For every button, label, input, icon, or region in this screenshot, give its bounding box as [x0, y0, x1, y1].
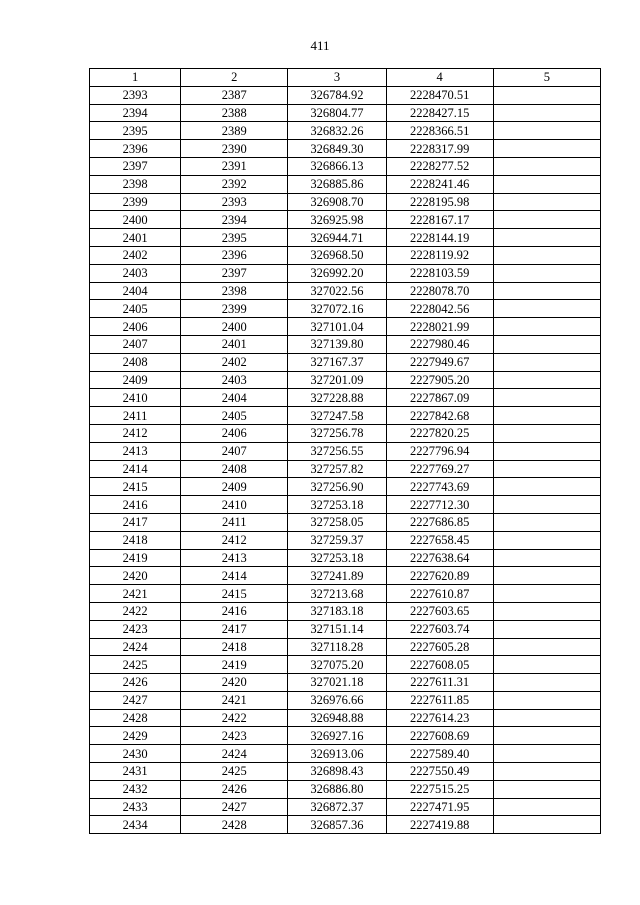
table-cell: 2426: [181, 780, 288, 798]
table-cell: [493, 531, 600, 549]
table-cell: 2227769.27: [386, 460, 493, 478]
table-cell: 327213.68: [288, 585, 386, 603]
table-cell: [493, 229, 600, 247]
table-cell: [493, 246, 600, 264]
table-cell: 2428: [90, 709, 181, 727]
table-cell: 326948.88: [288, 709, 386, 727]
table-cell: 327253.18: [288, 549, 386, 567]
table-cell: 2398: [181, 282, 288, 300]
table-row: [90, 335, 601, 353]
table-cell: 2418: [181, 638, 288, 656]
table-cell: 2411: [181, 513, 288, 531]
table-row: [90, 745, 601, 763]
table-cell: [493, 549, 600, 567]
table-cell: 2402: [90, 246, 181, 264]
table-cell: 2409: [90, 371, 181, 389]
table-cell: 2228078.70: [386, 282, 493, 300]
table-cell: 2424: [181, 745, 288, 763]
table-cell: 2415: [181, 585, 288, 603]
table-cell: 2419: [181, 656, 288, 674]
table-cell: 326944.71: [288, 229, 386, 247]
table-cell: 2228167.17: [386, 211, 493, 229]
table-cell: 2396: [90, 140, 181, 158]
table-row: [90, 282, 601, 300]
table-cell: 2402: [181, 353, 288, 371]
table-cell: 2227620.89: [386, 567, 493, 585]
table-row: [90, 602, 601, 620]
table-cell: 2415: [90, 478, 181, 496]
table-cell: [493, 122, 600, 140]
table-cell: 2418: [90, 531, 181, 549]
table-cell: 2228366.51: [386, 122, 493, 140]
table-cell: [493, 602, 600, 620]
table-row: [90, 389, 601, 407]
table-cell: 2425: [181, 763, 288, 781]
table-cell: 2227614.23: [386, 709, 493, 727]
column-header-4: 4: [386, 69, 493, 87]
table-cell: 2420: [90, 567, 181, 585]
table-cell: 2421: [181, 691, 288, 709]
table-cell: 326804.77: [288, 104, 386, 122]
table-cell: 2414: [90, 460, 181, 478]
table-cell: 2429: [90, 727, 181, 745]
table-cell: 2413: [90, 442, 181, 460]
table-cell: [493, 335, 600, 353]
table-row: [90, 229, 601, 247]
table-cell: 2227610.87: [386, 585, 493, 603]
table-cell: 2424: [90, 638, 181, 656]
table-cell: 327022.56: [288, 282, 386, 300]
table-cell: 2228277.52: [386, 157, 493, 175]
table-cell: 2228144.19: [386, 229, 493, 247]
table-cell: 327256.90: [288, 478, 386, 496]
table-row: [90, 656, 601, 674]
table-cell: 2416: [90, 496, 181, 514]
table-cell: [493, 140, 600, 158]
table-cell: 2227712.30: [386, 496, 493, 514]
table-cell: 327258.05: [288, 513, 386, 531]
table-cell: 2419: [90, 549, 181, 567]
table-cell: 327228.88: [288, 389, 386, 407]
table-cell: [493, 780, 600, 798]
table-cell: 2227603.65: [386, 602, 493, 620]
table-cell: [493, 460, 600, 478]
table-cell: 2228119.92: [386, 246, 493, 264]
table-cell: 2400: [90, 211, 181, 229]
table-cell: 2394: [181, 211, 288, 229]
table-cell: [493, 638, 600, 656]
table-cell: 327072.16: [288, 300, 386, 318]
table-cell: 2414: [181, 567, 288, 585]
table-cell: 2409: [181, 478, 288, 496]
table-cell: 2227605.28: [386, 638, 493, 656]
table-cell: 2228103.59: [386, 264, 493, 282]
table-cell: 326976.66: [288, 691, 386, 709]
table-cell: 326968.50: [288, 246, 386, 264]
table-cell: 326784.92: [288, 86, 386, 104]
table-cell: 2423: [90, 620, 181, 638]
table-cell: 326872.37: [288, 798, 386, 816]
table-cell: 2407: [181, 442, 288, 460]
table-row: [90, 513, 601, 531]
table-row: [90, 638, 601, 656]
table-cell: [493, 798, 600, 816]
table-cell: 2387: [181, 86, 288, 104]
table-cell: 2394: [90, 104, 181, 122]
table-cell: 2431: [90, 763, 181, 781]
table-cell: 2411: [90, 407, 181, 425]
table-cell: [493, 727, 600, 745]
table-cell: 2227589.40: [386, 745, 493, 763]
table-cell: 2227980.46: [386, 335, 493, 353]
table-cell: 326886.80: [288, 780, 386, 798]
table-cell: 326925.98: [288, 211, 386, 229]
table-cell: 2227611.85: [386, 691, 493, 709]
table-cell: 327247.58: [288, 407, 386, 425]
table-cell: 2397: [181, 264, 288, 282]
table-cell: [493, 424, 600, 442]
table-cell: 2404: [90, 282, 181, 300]
table-cell: 2227658.45: [386, 531, 493, 549]
table-cell: 326866.13: [288, 157, 386, 175]
table-cell: [493, 567, 600, 585]
table-row: [90, 211, 601, 229]
table-cell: 2432: [90, 780, 181, 798]
table-cell: [493, 193, 600, 211]
table-cell: 2428: [181, 816, 288, 834]
table-row: [90, 709, 601, 727]
table-cell: [493, 264, 600, 282]
table-cell: 2401: [181, 335, 288, 353]
table-cell: [493, 763, 600, 781]
table-cell: 2227820.25: [386, 424, 493, 442]
table-row: [90, 353, 601, 371]
table-cell: 2421: [90, 585, 181, 603]
table-cell: 2227905.20: [386, 371, 493, 389]
table-cell: 2227949.67: [386, 353, 493, 371]
column-header-2: 2: [181, 69, 288, 87]
table-cell: 2227638.64: [386, 549, 493, 567]
table-cell: 2405: [181, 407, 288, 425]
table-cell: 2427: [181, 798, 288, 816]
column-header-3: 3: [288, 69, 386, 87]
table-cell: 2388: [181, 104, 288, 122]
table-cell: 2228042.56: [386, 300, 493, 318]
table-cell: 2433: [90, 798, 181, 816]
table-cell: 2408: [181, 460, 288, 478]
table-cell: 2399: [181, 300, 288, 318]
table-cell: 2395: [181, 229, 288, 247]
table-cell: 326898.43: [288, 763, 386, 781]
table-cell: 326913.06: [288, 745, 386, 763]
table-cell: [493, 86, 600, 104]
table-row: [90, 549, 601, 567]
table-row: [90, 816, 601, 834]
table-cell: 2416: [181, 602, 288, 620]
table-cell: 2393: [90, 86, 181, 104]
table-cell: 327241.89: [288, 567, 386, 585]
table-row: [90, 763, 601, 781]
table-row: [90, 175, 601, 193]
table-cell: 327118.28: [288, 638, 386, 656]
table-cell: [493, 104, 600, 122]
table-cell: 327256.55: [288, 442, 386, 460]
table-cell: 326908.70: [288, 193, 386, 211]
table-cell: 2228427.15: [386, 104, 493, 122]
table-row: [90, 300, 601, 318]
table-cell: 2403: [181, 371, 288, 389]
table-cell: 2227419.88: [386, 816, 493, 834]
table-cell: 2406: [90, 318, 181, 336]
table-cell: 2427: [90, 691, 181, 709]
table-cell: [493, 211, 600, 229]
table-cell: 2228470.51: [386, 86, 493, 104]
table-cell: 2434: [90, 816, 181, 834]
table-cell: 2417: [181, 620, 288, 638]
table-cell: 2398: [90, 175, 181, 193]
table-row: [90, 585, 601, 603]
table-cell: [493, 816, 600, 834]
table-row: [90, 157, 601, 175]
table-cell: 327183.18: [288, 602, 386, 620]
table-cell: 326927.16: [288, 727, 386, 745]
table-cell: 2399: [90, 193, 181, 211]
table-cell: 2397: [90, 157, 181, 175]
table-cell: 2413: [181, 549, 288, 567]
table-cell: 2408: [90, 353, 181, 371]
table-cell: [493, 709, 600, 727]
table-row: [90, 193, 601, 211]
table-row: [90, 727, 601, 745]
table-cell: 2227608.05: [386, 656, 493, 674]
table-cell: 326992.20: [288, 264, 386, 282]
table-cell: 327253.18: [288, 496, 386, 514]
table-cell: 327256.78: [288, 424, 386, 442]
table-cell: 2405: [90, 300, 181, 318]
table-row: [90, 246, 601, 264]
table-cell: 2392: [181, 175, 288, 193]
table-cell: 2227603.74: [386, 620, 493, 638]
table-cell: 2425: [90, 656, 181, 674]
table-cell: [493, 175, 600, 193]
table-row: [90, 496, 601, 514]
table-row: [90, 674, 601, 692]
table-cell: [493, 282, 600, 300]
table-cell: 2391: [181, 157, 288, 175]
table-row: [90, 86, 601, 104]
table-cell: [493, 478, 600, 496]
table-cell: [493, 691, 600, 709]
table-cell: 2227608.69: [386, 727, 493, 745]
table-cell: [493, 157, 600, 175]
table-row: [90, 122, 601, 140]
table-cell: [493, 496, 600, 514]
table-cell: 2227743.69: [386, 478, 493, 496]
table-cell: 2417: [90, 513, 181, 531]
table-cell: [493, 442, 600, 460]
table-cell: 327021.18: [288, 674, 386, 692]
table-cell: 2227686.85: [386, 513, 493, 531]
table-cell: 2404: [181, 389, 288, 407]
table-cell: 2390: [181, 140, 288, 158]
table-cell: 2400: [181, 318, 288, 336]
table-cell: 326885.86: [288, 175, 386, 193]
table-cell: 2407: [90, 335, 181, 353]
table-cell: [493, 620, 600, 638]
table-cell: 2227550.49: [386, 763, 493, 781]
table-cell: 327101.04: [288, 318, 386, 336]
page-number: 411: [310, 38, 330, 53]
table-row: [90, 620, 601, 638]
table-row: [90, 780, 601, 798]
table-row: [90, 531, 601, 549]
table-cell: [493, 656, 600, 674]
table-cell: 2403: [90, 264, 181, 282]
table-cell: 2410: [90, 389, 181, 407]
table-cell: [493, 371, 600, 389]
table-cell: 2227796.94: [386, 442, 493, 460]
table-cell: 2395: [90, 122, 181, 140]
table-cell: 2227471.95: [386, 798, 493, 816]
table-cell: 2412: [181, 531, 288, 549]
table-row: [90, 798, 601, 816]
table-row: [90, 460, 601, 478]
table-row: [90, 424, 601, 442]
table-cell: 2228021.99: [386, 318, 493, 336]
table-cell: 327075.20: [288, 656, 386, 674]
table-cell: 326857.36: [288, 816, 386, 834]
table-row: [90, 264, 601, 282]
column-header-1: 1: [90, 69, 181, 87]
table-cell: 327139.80: [288, 335, 386, 353]
table-cell: 327257.82: [288, 460, 386, 478]
table-cell: 2401: [90, 229, 181, 247]
table-row: [90, 318, 601, 336]
table-cell: 327201.09: [288, 371, 386, 389]
table-cell: 2406: [181, 424, 288, 442]
table-cell: [493, 353, 600, 371]
table-body: [90, 86, 601, 833]
table-row: [90, 691, 601, 709]
table-cell: 2426: [90, 674, 181, 692]
table-cell: [493, 389, 600, 407]
table-row: [90, 140, 601, 158]
table-cell: 2228195.98: [386, 193, 493, 211]
table-row: [90, 371, 601, 389]
table-row: [90, 407, 601, 425]
table-cell: [493, 674, 600, 692]
table-cell: 2420: [181, 674, 288, 692]
table-cell: 2228317.99: [386, 140, 493, 158]
table-cell: 2227867.09: [386, 389, 493, 407]
table-cell: 2227515.25: [386, 780, 493, 798]
table-cell: [493, 745, 600, 763]
table-cell: [493, 407, 600, 425]
table-cell: 2227611.31: [386, 674, 493, 692]
table-cell: 326832.26: [288, 122, 386, 140]
column-header-5: 5: [493, 69, 600, 87]
table-row: [90, 104, 601, 122]
table-cell: 2412: [90, 424, 181, 442]
table-cell: [493, 585, 600, 603]
table-cell: 2410: [181, 496, 288, 514]
table-cell: [493, 318, 600, 336]
table-cell: 2396: [181, 246, 288, 264]
table-cell: 2228241.46: [386, 175, 493, 193]
table-cell: 2430: [90, 745, 181, 763]
table-cell: 327151.14: [288, 620, 386, 638]
table-header-row: [90, 69, 601, 87]
table-cell: 327259.37: [288, 531, 386, 549]
table-cell: 2422: [90, 602, 181, 620]
table-cell: 2393: [181, 193, 288, 211]
table-row: [90, 478, 601, 496]
table-cell: [493, 300, 600, 318]
table-cell: 2422: [181, 709, 288, 727]
table-cell: 2227842.68: [386, 407, 493, 425]
table-cell: 326849.30: [288, 140, 386, 158]
table-cell: 2389: [181, 122, 288, 140]
coordinates-table: [89, 68, 601, 834]
table-row: [90, 442, 601, 460]
table-cell: [493, 513, 600, 531]
table-cell: 2423: [181, 727, 288, 745]
table-row: [90, 567, 601, 585]
table-cell: 327167.37: [288, 353, 386, 371]
